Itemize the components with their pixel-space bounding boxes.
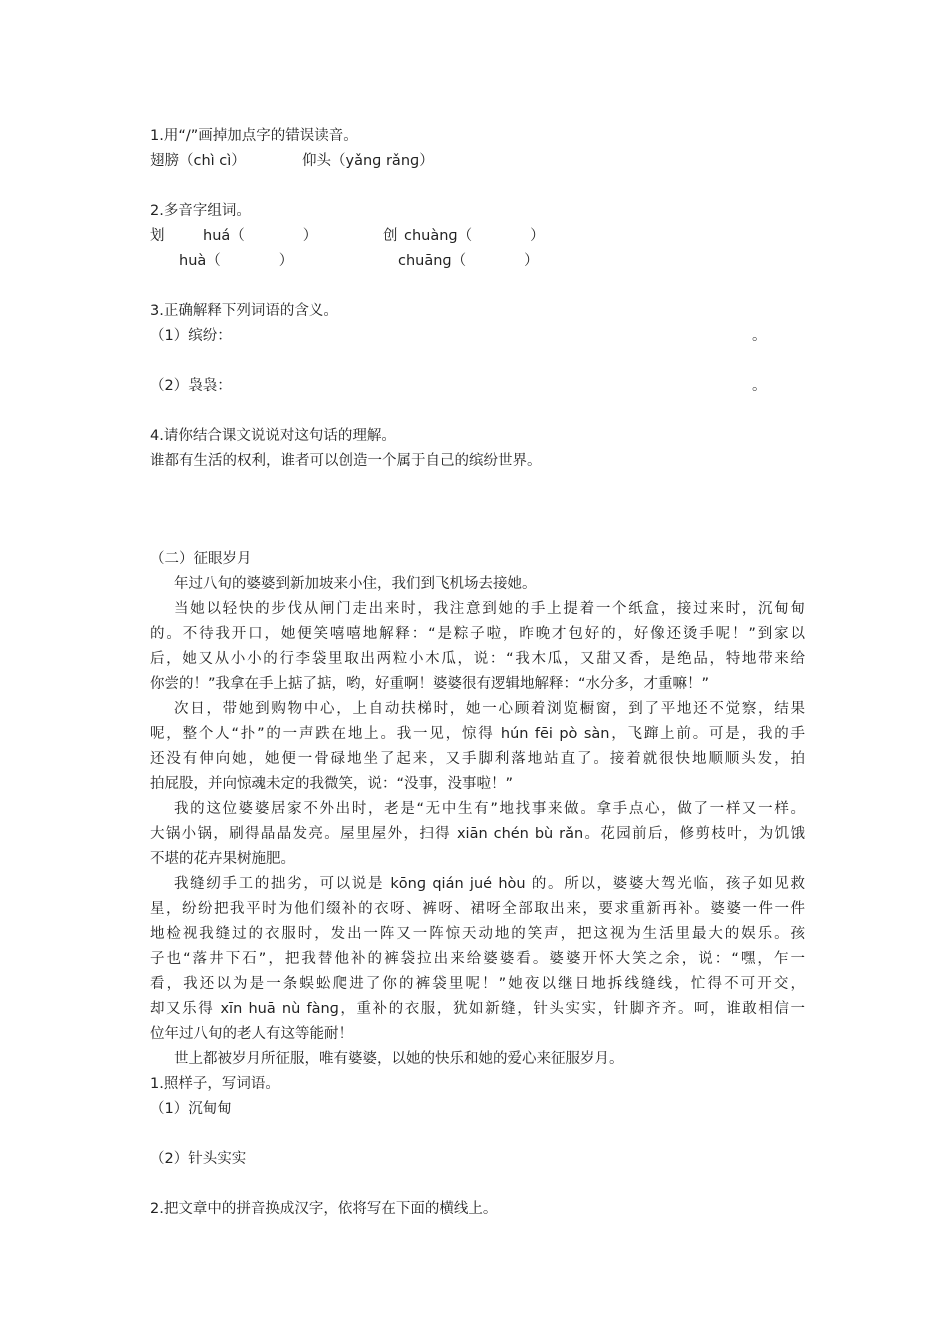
passage-p5-line6: 却又乐得 xīn huā nù fànɡ，重补的衣服，犹如新缝，针头实实，针脚齐齐。呵，谁敢相信一	[150, 1001, 805, 1017]
q2-hua-pinyin-2: huà（ ）	[179, 253, 294, 269]
q1-item-yangtou: 仰头（yǎnɡ rǎnɡ）	[302, 153, 434, 169]
passage-p5-line4: 子也“落井下石”，把我替他补的裤袋拉出来给婆婆看。婆婆开怀大笑之余，说：“嘿，乍一	[150, 951, 805, 967]
passage-p5-line5: 看，我还以为是一条蜈蚣爬进了你的裤袋里呢！”她夜以继日地拆线缝线，忙得不可开交，	[150, 976, 805, 992]
section-2-question-1-title: 1.照样子，写词语。	[150, 1076, 280, 1092]
passage-p4-line2: 大锅小锅，刷得晶晶发亮。屋里屋外，扫得 xiān chén bù rǎn。花园前后，修剪枝叶，为饥饿	[150, 826, 805, 842]
passage-p5-line3: 地检视我缝过的衣服时，发出一阵又一阵惊天动地的笑声，把这视为生活里最大的娱乐。孩	[150, 926, 805, 942]
passage-p2-line4: 你尝的！”我拿在手上掂了掂，哟，好重啊！婆婆很有逻辑地解释：“水分多，才重嘛！”	[150, 676, 710, 692]
passage-p2-line3: 后，她又从小小的行李袋里取出两粒小木瓜，说：“我木瓜，又甜又香，是绝品，特地带来给	[150, 651, 805, 667]
passage-p2-line2: 的。不待我开口，她便笑嘻嘻地解释：“是粽子啦，昨晚才包好的，好像还烫手呢！”到家以	[150, 626, 805, 642]
passage-p1-line1: 年过八旬的婆婆到新加坡来小住，我们到飞机场去接她。	[174, 576, 537, 592]
q2-chuang-pinyin-1: chuànɡ（ ）	[404, 228, 545, 244]
q4-quote: 谁都有生活的权利，谁者可以创造一个属于自己的缤纷世界。	[150, 453, 542, 469]
q1-item-chibang: 翅膀（chì cì）	[150, 153, 246, 169]
q3-item-niaoniao-end: 。	[752, 378, 767, 394]
passage-p3-line3: 还没有伸向她，她便一骨碌地坐了起来，又手脚利落地站直了。接着就很快地顺顺头发，拍	[150, 751, 805, 767]
s2-q1-item-chendiandian: （1）沉甸甸	[150, 1101, 232, 1117]
passage-p2-line1: 当她以轻快的步伐从闸门走出来时，我注意到她的手上提着一个纸盒，接过来时，沉甸甸	[174, 601, 805, 617]
q2-char-chuang: 创	[383, 228, 398, 244]
passage-p5-line2: 星，纷纷把我平时为他们缀补的衣呀、裤呀、裙呀全部取出来，要求重新再补。婆婆一件一件	[150, 901, 805, 917]
question-1-title: 1.用“/”画掉加点字的错误读音。	[150, 128, 358, 144]
passage-p4-line1: 我的这位婆婆居家不外出时，老是“无中生有”地找事来做。拿手点心，做了一样又一样。	[174, 801, 805, 817]
q3-item-binfen-end: 。	[752, 328, 767, 344]
passage-p6-line1: 世上都被岁月所征服，唯有婆婆，以她的快乐和她的爱心来征服岁月。	[174, 1051, 624, 1067]
s2-q1-item-zhentoushishi: （2）针头实实	[150, 1151, 247, 1167]
q2-chuang-pinyin-2: chuānɡ（ ）	[398, 253, 539, 269]
passage-p5-line1: 我缝纫手工的拙劣，可以说是 kōnɡ qián jué hòu 的。所以，婆婆大驾光临，孩子如见救	[174, 876, 805, 892]
question-3-title: 3.正确解释下列词语的含义。	[150, 303, 338, 319]
q2-hua-pinyin-1: huá（ ）	[203, 228, 318, 244]
q3-item-niaoniao: （2）袅袅：	[150, 378, 232, 394]
passage-p3-line2: 呢，整个人“扑”的一声跌在地上。我一见，惊得 hún fēi pò sàn，飞蹿上前。可是，我的手	[150, 726, 805, 742]
passage-p3-line4: 拍屁股，并向惊魂未定的我微笑，说：“没事，没事啦！”	[150, 776, 514, 792]
question-4-title: 4.请你结合课文说说对这句话的理解。	[150, 428, 396, 444]
question-2-title: 2.多音字组词。	[150, 203, 251, 219]
passage-p4-line3: 不堪的花卉果树施肥。	[150, 851, 295, 867]
q2-char-hua: 划	[150, 228, 165, 244]
passage-p3-line1: 次日，带她到购物中心，上自动扶梯时，她一心顾着浏览橱窗，到了平地还不觉察，结果	[174, 701, 805, 717]
q3-item-binfen: （1）缤纷：	[150, 328, 232, 344]
passage-p5-line7: 位年过八旬的老人有这等能耐！	[150, 1026, 353, 1042]
section-2-question-2-title: 2.把文章中的拼音换成汉字，依将写在下面的横线上。	[150, 1201, 498, 1217]
section-2-heading: （二）征眼岁月	[150, 551, 252, 567]
